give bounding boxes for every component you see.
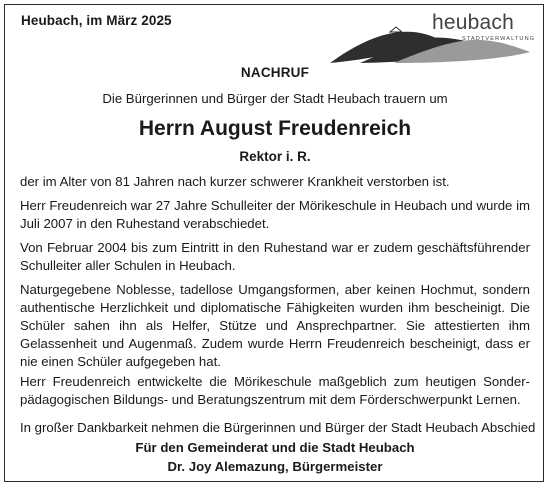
logo-subtitle: STADTVERWALTUNG (462, 36, 536, 42)
logo-wordmark: heubach (432, 11, 514, 34)
date-line: Heubach, im März 2025 (21, 13, 172, 28)
closing-line: In großer Dankbarkeit nehmen die Bürgerinnen und Bürger der Stadt Heubach Abschied (20, 420, 536, 435)
paragraph-3: Von Februar 2004 bis zum Eintritt in den Ruhestand war er zudem geschäftsführender Schulleiter aller Schulen in Heubach. (20, 240, 530, 273)
paragraph-2: Herr Freudenreich war 27 Jahre Schulleiter der Mörikeschule in Heubach und wurde im Juli 2007 in den Ruhestand verabschiedet. (20, 198, 530, 231)
deceased-name: Herrn August Freudenreich (138, 117, 412, 140)
signature-line-2: Dr. Joy Alemazung, Bürgermeister (167, 459, 383, 474)
paragraph-5: Herr Freudenreich entwickelte die Mörikeschule maßgeblich zum heutigen Sonder-pädagogischen Bildungs- und Beratungszentrum mit dem Förderschwerpunkt Lernen. (20, 374, 530, 407)
deceased-title: Rektor i. R. (239, 149, 311, 164)
notice-heading: NACHRUF (240, 65, 310, 80)
paragraph-1: der im Alter von 81 Jahren nach kurzer schwerer Krankheit verstorben ist. (20, 174, 450, 189)
signature-line-1: Für den Gemeinderat und die Stadt Heubach (135, 440, 415, 455)
notice-intro: Die Bürgerinnen und Bürger der Stadt Heubach trauern um (102, 91, 448, 106)
paragraph-4: Naturgegebene Noblesse, tadellose Umgangsformen, aber keinen Hochmut, sondern authentische Herzlichkeit und diplomatische Fähigkeiten wurden ihm bescheinigt. Die Schüler sahen ihn als Helfer, Stütze und Ansprechpartner. Sie attestierten ihm Gelassenheit und Augenmaß. Zudem wurde Herrn Freudenreich bescheinigt, dass er nie einen Schüler aufgegeben hat. (20, 282, 530, 369)
